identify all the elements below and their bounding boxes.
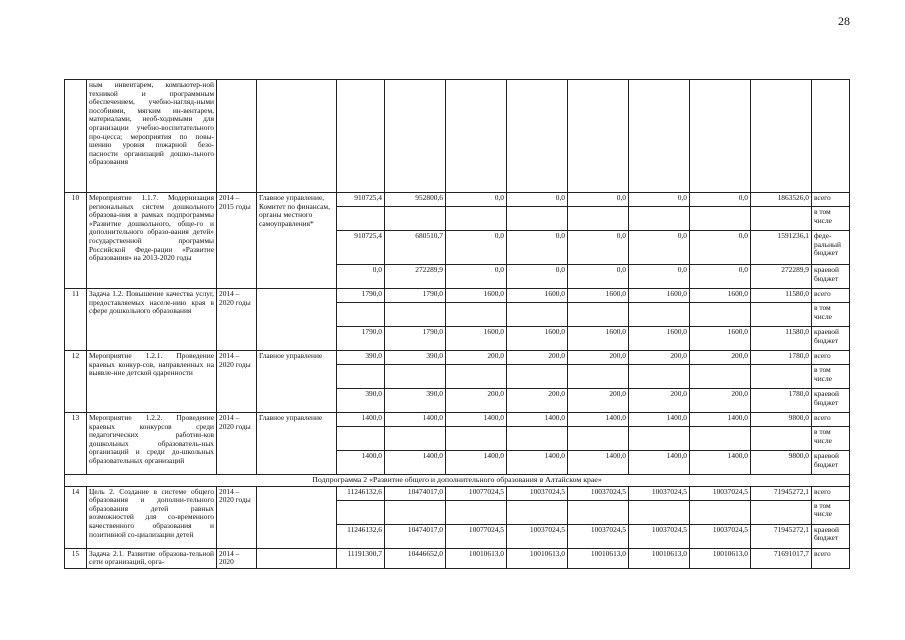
row-description: Цель 2. Создание в системе общего образования и дополни-тельного образования детей равных возможностей для со-временного качественного образования и позитивной со-циализации детей (87, 486, 217, 548)
budget-value (337, 303, 385, 327)
row-description: Мероприятие 1.2.2. Проведение краевых конкурсов среди педагогических работни-ков дошкольных образователь-ных организаций и среди до-школьных образовательных организаций (87, 413, 217, 475)
budget-value: 0,0 (629, 265, 690, 289)
budget-value: 1600,0 (568, 327, 629, 351)
budget-value: 1400,0 (385, 451, 446, 475)
budget-value: 390,0 (337, 351, 385, 365)
budget-value: 0,0 (507, 231, 568, 265)
budget-value: 71945272,1 (751, 524, 812, 548)
table-row (65, 80, 850, 193)
budget-value (629, 207, 690, 231)
budget-value: 1790,0 (337, 289, 385, 303)
table-row (65, 351, 850, 365)
budget-value: 0,0 (568, 265, 629, 289)
budget-value: 0,0 (507, 265, 568, 289)
budget-value (690, 427, 751, 451)
budget-value (690, 303, 751, 327)
budget-value: 10037024,5 (690, 524, 751, 548)
budget-value (568, 207, 629, 231)
row-executor (257, 289, 337, 351)
budget-value: 10037024,5 (568, 524, 629, 548)
budget-value: 10010613,0 (507, 548, 568, 568)
budget-value: 0,0 (629, 231, 690, 265)
budget-value: 0,0 (446, 193, 507, 207)
budget-value: 680510,7 (385, 231, 446, 265)
funding-source: в том числе (812, 207, 850, 231)
budget-value (385, 303, 446, 327)
budget-value (629, 365, 690, 389)
table-row (65, 486, 850, 500)
budget-value (507, 500, 568, 524)
funding-source: всего (812, 548, 850, 568)
budget-value (690, 207, 751, 231)
funding-source: всего (812, 486, 850, 500)
budget-value: 11580,0 (751, 327, 812, 351)
row-period: 2014 – 2020 годы (217, 289, 257, 351)
budget-value: 1790,0 (385, 289, 446, 303)
budget-value: 390,0 (385, 351, 446, 365)
budget-value: 10010613,0 (568, 548, 629, 568)
funding-source: краевой бюджет (812, 389, 850, 413)
funding-source: краевой бюджет (812, 265, 850, 289)
budget-value: 10474017,0 (385, 486, 446, 500)
funding-source: в том числе (812, 303, 850, 327)
budget-value: 200,0 (629, 351, 690, 365)
budget-value (751, 207, 812, 231)
row-number: 14 (65, 486, 87, 548)
budget-value (446, 500, 507, 524)
budget-value: 0,0 (337, 265, 385, 289)
funding-source: краевой бюджет (812, 451, 850, 475)
row-number: 15 (65, 548, 87, 568)
budget-value (337, 365, 385, 389)
budget-value: 200,0 (446, 351, 507, 365)
budget-value (751, 427, 812, 451)
table-row (65, 289, 850, 303)
budget-value: 200,0 (568, 351, 629, 365)
funding-source: краевой бюджет (812, 524, 850, 548)
budget-value (446, 427, 507, 451)
row-number: 11 (65, 289, 87, 351)
budget-value: 1600,0 (507, 289, 568, 303)
funding-source: всего (812, 193, 850, 207)
budget-value (385, 365, 446, 389)
budget-value: 1600,0 (507, 327, 568, 351)
budget-value: 200,0 (629, 389, 690, 413)
row-executor (257, 548, 337, 568)
funding-source: в том числе (812, 500, 850, 524)
budget-value: 200,0 (446, 389, 507, 413)
budget-value: 390,0 (385, 389, 446, 413)
budget-value: 272289,9 (751, 265, 812, 289)
funding-source: краевой бюджет (812, 327, 850, 351)
page-number: 28 (838, 14, 850, 28)
budget-value: 10474017,0 (385, 524, 446, 548)
budget-value (751, 365, 812, 389)
budget-value (385, 207, 446, 231)
budget-value (751, 303, 812, 327)
budget-value (385, 500, 446, 524)
budget-value (507, 303, 568, 327)
budget-value: 1400,0 (690, 451, 751, 475)
row-description: Задача 1.2. Повышение качества услуг, предоставляемых населе-нию края в сфере дошкольного образования (87, 289, 217, 351)
table-row (65, 193, 850, 207)
table-body (65, 80, 850, 569)
row-executor: Главное управление (257, 413, 337, 475)
budget-value: 10037024,5 (629, 524, 690, 548)
budget-value (337, 500, 385, 524)
budget-value (690, 365, 751, 389)
funding-source: в том числе (812, 365, 850, 389)
row-period: 2014 – 2020 годы (217, 413, 257, 475)
budget-value: 10037024,5 (629, 486, 690, 500)
budget-value: 910725,4 (337, 231, 385, 265)
budget-value (337, 207, 385, 231)
budget-value (690, 500, 751, 524)
budget-value: 1780,0 (751, 389, 812, 413)
funding-source: в том числе (812, 427, 850, 451)
budget-value: 0,0 (507, 193, 568, 207)
budget-value: 10077024,5 (446, 524, 507, 548)
budget-value: 0,0 (629, 193, 690, 207)
budget-value: 200,0 (690, 351, 751, 365)
budget-value: 1790,0 (385, 327, 446, 351)
subprogram-row (65, 475, 850, 487)
row-period: 2014 – 2020 годы (217, 486, 257, 548)
budget-value: 1400,0 (385, 413, 446, 427)
row-number: 13 (65, 413, 87, 475)
budget-value: 952800,6 (385, 193, 446, 207)
budget-value: 0,0 (690, 265, 751, 289)
budget-value (629, 303, 690, 327)
budget-value: 1400,0 (337, 413, 385, 427)
row-description: ным инвентарем, компьютер-ной техникой и программным обеспечением, учебно-нагляд-ными пособиями, мягким ин-вентарем, материалами, необ-ходимыми для организации учебно-воспитательного про-цесса; мероприятия по повы-шению уровня пожарной безо-пасности организаций дошко-льного образования (87, 80, 217, 193)
budget-value: 200,0 (507, 389, 568, 413)
budget-value: 9800,0 (751, 413, 812, 427)
budget-value: 1790,0 (337, 327, 385, 351)
budget-value: 0,0 (568, 231, 629, 265)
budget-table (64, 79, 850, 569)
subprogram-title: Подпрограмма 2 «Развитие общего и дополнительного образования в Алтайском крае» (65, 475, 850, 487)
row-period: 2014 – 2020 (217, 548, 257, 568)
budget-value: 11246132,6 (337, 486, 385, 500)
funding-source: всего (812, 289, 850, 303)
budget-value: 0,0 (446, 265, 507, 289)
budget-value: 1591236,1 (751, 231, 812, 265)
budget-value (507, 207, 568, 231)
budget-value (568, 500, 629, 524)
budget-value: 10037024,5 (507, 524, 568, 548)
budget-value: 1400,0 (568, 413, 629, 427)
budget-value: 1600,0 (690, 289, 751, 303)
budget-value: 0,0 (446, 231, 507, 265)
budget-value: 10010613,0 (446, 548, 507, 568)
budget-value: 0,0 (690, 193, 751, 207)
budget-value (446, 207, 507, 231)
row-period: 2014 – 2015 годы (217, 193, 257, 289)
budget-value: 1400,0 (446, 413, 507, 427)
budget-value: 9800,0 (751, 451, 812, 475)
budget-value: 910725,4 (337, 193, 385, 207)
budget-value: 1400,0 (690, 413, 751, 427)
row-number: 12 (65, 351, 87, 413)
budget-value (337, 427, 385, 451)
budget-value: 1400,0 (629, 413, 690, 427)
budget-value: 71691017,7 (751, 548, 812, 568)
row-description: Мероприятие 1.2.1. Проведение краевых конкур-сов, направленных на выявле-ние детской одаренности (87, 351, 217, 413)
budget-value: 10037024,5 (690, 486, 751, 500)
budget-value: 200,0 (690, 389, 751, 413)
budget-value (446, 365, 507, 389)
budget-value: 390,0 (337, 389, 385, 413)
row-executor (257, 486, 337, 548)
budget-value: 1600,0 (446, 327, 507, 351)
budget-value: 1400,0 (507, 451, 568, 475)
budget-value: 71945272,1 (751, 486, 812, 500)
budget-value (568, 427, 629, 451)
budget-value: 1600,0 (568, 289, 629, 303)
budget-value (385, 427, 446, 451)
row-description: Задача 2.1. Развитие образова-тельной сети организаций, орга- (87, 548, 217, 568)
budget-value: 10010613,0 (690, 548, 751, 568)
budget-value (446, 303, 507, 327)
budget-value: 1400,0 (446, 451, 507, 475)
budget-value: 10446652,0 (385, 548, 446, 568)
budget-value: 10037024,5 (568, 486, 629, 500)
budget-value: 1400,0 (507, 413, 568, 427)
funding-source: феде-ральный бюджет (812, 231, 850, 265)
budget-value (568, 303, 629, 327)
budget-value: 1600,0 (629, 327, 690, 351)
budget-value: 200,0 (568, 389, 629, 413)
budget-value: 1400,0 (629, 451, 690, 475)
budget-value (507, 365, 568, 389)
table-row (65, 548, 850, 568)
row-executor: Главное управление (257, 351, 337, 413)
budget-value: 1863526,0 (751, 193, 812, 207)
budget-value: 1600,0 (629, 289, 690, 303)
budget-value: 0,0 (690, 231, 751, 265)
budget-value: 10037024,5 (507, 486, 568, 500)
budget-value: 1600,0 (446, 289, 507, 303)
budget-value (751, 500, 812, 524)
row-period: 2014 – 2020 годы (217, 351, 257, 413)
budget-value: 1400,0 (568, 451, 629, 475)
budget-value: 11580,0 (751, 289, 812, 303)
budget-value: 1400,0 (337, 451, 385, 475)
row-number: 10 (65, 193, 87, 289)
budget-value: 10077024,5 (446, 486, 507, 500)
budget-value: 11191300,7 (337, 548, 385, 568)
budget-value: 1780,0 (751, 351, 812, 365)
budget-value (629, 500, 690, 524)
funding-source: всего (812, 413, 850, 427)
row-description: Мероприятие 1.1.7. Модернизация региональных систем дошкольного образова-ния в рамках подпрограммы «Развитие дошкольного, обще-го и дополнительного образо-вания детей» государственной программы Российской Феде-рации «Развитие образования» на 2013-2020 годы (87, 193, 217, 289)
budget-value: 0,0 (568, 193, 629, 207)
budget-value (568, 365, 629, 389)
budget-value: 1600,0 (690, 327, 751, 351)
budget-value: 11246132,6 (337, 524, 385, 548)
table-row (65, 413, 850, 427)
budget-value (507, 427, 568, 451)
budget-value: 200,0 (507, 351, 568, 365)
budget-value: 10010613,0 (629, 548, 690, 568)
funding-source: всего (812, 351, 850, 365)
budget-value (629, 427, 690, 451)
row-executor: Главное управление, Комитет по финансам, органы местного самоуправления* (257, 193, 337, 289)
budget-value: 272289,9 (385, 265, 446, 289)
